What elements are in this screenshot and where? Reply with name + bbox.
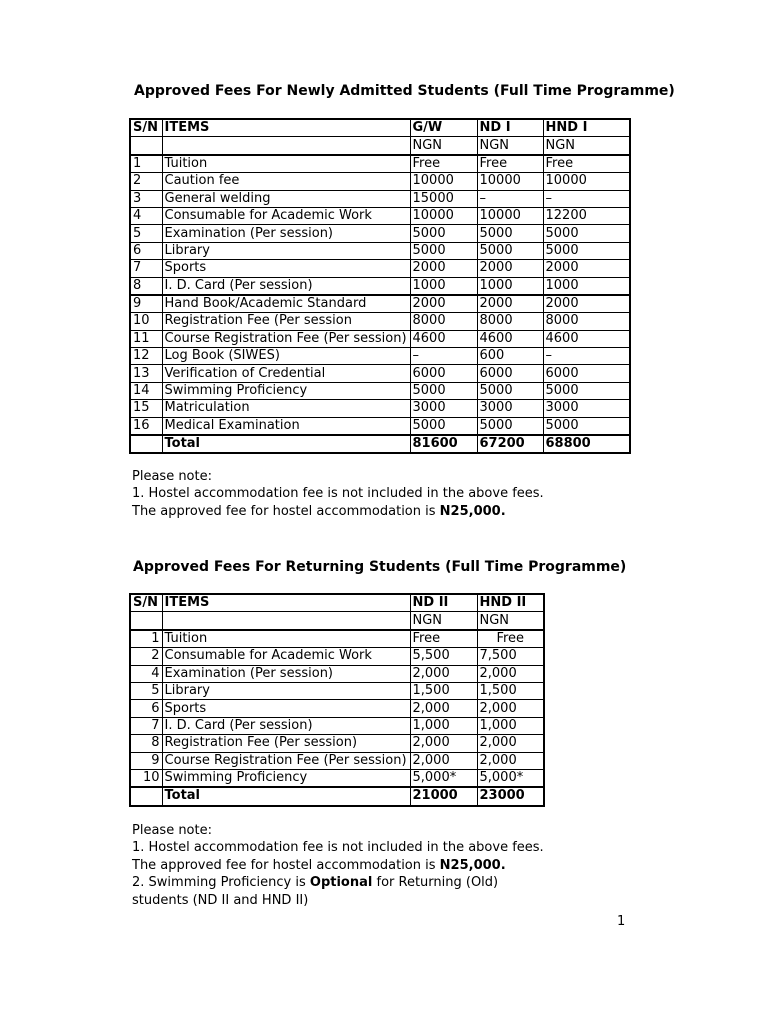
table-cell: 6000 [410, 365, 477, 382]
table-cell: Free [410, 155, 477, 173]
table-cell: 6 [130, 242, 162, 259]
table-row [130, 769, 544, 787]
table-cell: Registration Fee (Per session [162, 313, 410, 330]
table-cell: Examination (Per session) [162, 225, 410, 242]
note-hostel-fee-amount: N25,000. [439, 857, 506, 873]
table-cell: G/W [410, 119, 477, 137]
page-number: 1 [617, 914, 626, 929]
table-cell: 4 [130, 207, 162, 224]
table-cell: 12200 [543, 207, 630, 224]
table-cell: 2,000 [477, 665, 544, 682]
table-cell: 2000 [410, 295, 477, 313]
table-cell [130, 435, 162, 453]
table-cell: – [410, 348, 477, 365]
table-row [130, 330, 630, 347]
table-cell: Swimming Proficiency [162, 382, 410, 399]
table-cell: 5000 [410, 225, 477, 242]
table-row [130, 295, 630, 313]
table-row [130, 190, 630, 207]
note-swimming-prefix: 2. Swimming Proficiency is [132, 875, 310, 891]
table-cell: 6000 [543, 365, 630, 382]
table-cell: 5000 [543, 242, 630, 259]
table-row [130, 700, 544, 717]
note-hostel-fee-text: The approved fee for hostel accommodation is [132, 503, 440, 519]
table-cell: – [543, 348, 630, 365]
table-cell: Examination (Per session) [162, 665, 410, 682]
table-cell: 5,500 [410, 648, 477, 665]
table-cell: Free [477, 155, 543, 173]
table-cell: 10000 [410, 173, 477, 190]
table-cell: 2,000 [477, 752, 544, 769]
table-cell: 5,000* [410, 769, 477, 787]
note-line-swimming-optional [132, 874, 544, 891]
table-row [130, 207, 630, 224]
table-cell: 67200 [477, 435, 543, 453]
table-cell: 1000 [477, 277, 543, 295]
table-cell: 10000 [543, 173, 630, 190]
table-cell: Sports [162, 700, 410, 717]
table-units-row [130, 612, 544, 630]
table-cell: 7,500 [477, 648, 544, 665]
table-cell: Medical Examination [162, 417, 410, 435]
table-cell [130, 612, 162, 630]
table-cell [162, 612, 410, 630]
table-cell: 1,500 [410, 682, 477, 699]
table-cell: 10 [130, 769, 162, 787]
table-cell: 1,000 [410, 717, 477, 734]
note-line-hostel-excluded: 1. Hostel accommodation fee is not included in the above fees. [132, 486, 544, 502]
table-cell: NGN [410, 137, 477, 155]
table-cell: Course Registration Fee (Per session) [162, 330, 410, 347]
table-total-row [130, 787, 544, 805]
table-cell: Free [543, 155, 630, 173]
table-cell: ITEMS [162, 594, 410, 612]
table-cell: 9 [130, 752, 162, 769]
table-cell: 16 [130, 417, 162, 435]
table-units-row [130, 137, 630, 155]
table-cell: 10000 [477, 207, 543, 224]
table-cell: 3000 [410, 400, 477, 417]
table-cell: General welding [162, 190, 410, 207]
table-cell: 2000 [477, 295, 543, 313]
table-row [130, 735, 544, 752]
returning-fees-title: Approved Fees For Returning Students (Full Time Programme) [133, 559, 627, 575]
table-cell: 2,000 [410, 700, 477, 717]
table-cell: Library [162, 242, 410, 259]
table-cell: Hand Book/Academic Standard [162, 295, 410, 313]
table-cell: Log Book (SIWES) [162, 348, 410, 365]
table-cell: 10000 [477, 173, 543, 190]
note-swimming-suffix: for Returning (Old) [372, 875, 499, 891]
table-cell: NGN [543, 137, 630, 155]
table-cell: 6 [130, 700, 162, 717]
table-row [130, 400, 630, 417]
table-cell: ITEMS [162, 119, 410, 137]
table-cell: 2000 [543, 295, 630, 313]
table-cell: 1,500 [477, 682, 544, 699]
table-cell: 3000 [477, 400, 543, 417]
table-row [130, 277, 630, 295]
table-cell [130, 787, 162, 805]
table-row [130, 717, 544, 734]
table-cell: Consumable for Academic Work [162, 207, 410, 224]
table-cell: Verification of Credential [162, 365, 410, 382]
table-row [130, 417, 630, 435]
table-cell: 5000 [410, 242, 477, 259]
table-cell: 7 [130, 717, 162, 734]
table-cell: 10000 [410, 207, 477, 224]
table-cell: 2,000 [410, 665, 477, 682]
table-cell: 4600 [477, 330, 543, 347]
table-cell: ND II [410, 594, 477, 612]
table-row [130, 313, 630, 330]
table-row [130, 155, 630, 173]
table-cell: I. D. Card (Per session) [162, 277, 410, 295]
table-cell: 5,000* [477, 769, 544, 787]
table-cell: 600 [477, 348, 543, 365]
table-cell: 7 [130, 260, 162, 277]
table-cell: Free [477, 630, 544, 648]
table-cell: 5000 [410, 382, 477, 399]
table-cell: 4600 [543, 330, 630, 347]
table-cell: I. D. Card (Per session) [162, 717, 410, 734]
newly-admitted-fees-title: Approved Fees For Newly Admitted Students (Full Time Programme) [134, 83, 675, 99]
table-cell: Total [162, 787, 410, 805]
table-cell: 23000 [477, 787, 544, 805]
table-cell: Free [410, 630, 477, 648]
table-cell: 14 [130, 382, 162, 399]
table-cell: 3 [130, 190, 162, 207]
table-cell: NGN [410, 612, 477, 630]
table-cell: 68800 [543, 435, 630, 453]
table-cell: 8 [130, 277, 162, 295]
table-cell: 8000 [410, 313, 477, 330]
table-cell: 5000 [543, 417, 630, 435]
table-cell: Course Registration Fee (Per session) [162, 752, 410, 769]
note-heading: Please note: [132, 823, 212, 838]
table-row [130, 630, 544, 648]
table-cell: 5000 [410, 417, 477, 435]
table-cell: 15 [130, 400, 162, 417]
table-row [130, 225, 630, 242]
note-line-students: students (ND II and HND II) [132, 892, 309, 908]
table-row [130, 648, 544, 665]
table-cell: Matriculation [162, 400, 410, 417]
table-cell: 8 [130, 735, 162, 752]
table-row [130, 752, 544, 769]
table-cell: 1,000 [477, 717, 544, 734]
newly-admitted-note [132, 468, 544, 520]
table-cell: 2,000 [410, 752, 477, 769]
table-cell: S/N [130, 594, 162, 612]
returning-fees-table [129, 593, 545, 807]
note-hostel-fee-amount: N25,000. [439, 503, 506, 519]
table-total-row [130, 435, 630, 453]
table-cell: 8000 [543, 313, 630, 330]
table-cell [130, 137, 162, 155]
table-cell: Registration Fee (Per session) [162, 735, 410, 752]
table-cell: 1000 [543, 277, 630, 295]
table-row [130, 173, 630, 190]
table-cell: Swimming Proficiency [162, 769, 410, 787]
table-cell: Caution fee [162, 173, 410, 190]
note-swimming-optional-word: Optional [309, 875, 373, 891]
table-cell: 11 [130, 330, 162, 347]
table-cell: Sports [162, 260, 410, 277]
table-row [130, 682, 544, 699]
table-cell: NGN [477, 612, 544, 630]
table-cell: 2000 [543, 260, 630, 277]
table-header-row [130, 594, 544, 612]
table-cell: 2,000 [477, 700, 544, 717]
table-cell: 5000 [477, 242, 543, 259]
table-cell: 3000 [543, 400, 630, 417]
table-cell: Total [162, 435, 410, 453]
table-cell: 2000 [477, 260, 543, 277]
table-cell: 1 [130, 155, 162, 173]
table-cell: Library [162, 682, 410, 699]
table-cell: 5000 [543, 382, 630, 399]
note-line-hostel-fee [132, 857, 544, 874]
table-cell: 13 [130, 365, 162, 382]
note-line-hostel-excluded: 1. Hostel accommodation fee is not included in the above fees. [132, 840, 544, 856]
table-header-row [130, 119, 630, 137]
table-cell: 4600 [410, 330, 477, 347]
table-row [130, 665, 544, 682]
table-row [130, 382, 630, 399]
table-cell: 2,000 [410, 735, 477, 752]
note-line-hostel-fee [132, 503, 544, 520]
table-cell: Tuition [162, 630, 410, 648]
table-cell: ND I [477, 119, 543, 137]
table-cell: 2 [130, 173, 162, 190]
table-cell: 9 [130, 295, 162, 313]
table-cell: 2000 [410, 260, 477, 277]
table-cell: 5 [130, 682, 162, 699]
table-cell: – [543, 190, 630, 207]
table-row [130, 365, 630, 382]
table-cell: S/N [130, 119, 162, 137]
table-cell: 5000 [477, 382, 543, 399]
table-cell [162, 137, 410, 155]
note-heading: Please note: [132, 469, 212, 484]
table-cell: 12 [130, 348, 162, 365]
newly-admitted-fees-table [129, 118, 631, 454]
table-cell: 15000 [410, 190, 477, 207]
table-cell: NGN [477, 137, 543, 155]
table-cell: 1000 [410, 277, 477, 295]
note-hostel-fee-text: The approved fee for hostel accommodation is [132, 857, 440, 873]
table-cell: 10 [130, 313, 162, 330]
table-cell: – [477, 190, 543, 207]
table-cell: 21000 [410, 787, 477, 805]
table-cell: 2,000 [477, 735, 544, 752]
table-row [130, 348, 630, 365]
table-cell: 8000 [477, 313, 543, 330]
table-cell: 81600 [410, 435, 477, 453]
table-cell: 4 [130, 665, 162, 682]
table-cell: 1 [130, 630, 162, 648]
table-cell: 5 [130, 225, 162, 242]
table-row [130, 242, 630, 259]
table-cell: 2 [130, 648, 162, 665]
table-cell: 6000 [477, 365, 543, 382]
table-cell: Tuition [162, 155, 410, 173]
table-cell: HND I [543, 119, 630, 137]
returning-note [132, 822, 544, 909]
table-row [130, 260, 630, 277]
table-cell: Consumable for Academic Work [162, 648, 410, 665]
table-cell: 5000 [543, 225, 630, 242]
table-cell: HND II [477, 594, 544, 612]
table-cell: 5000 [477, 225, 543, 242]
table-cell: 5000 [477, 417, 543, 435]
